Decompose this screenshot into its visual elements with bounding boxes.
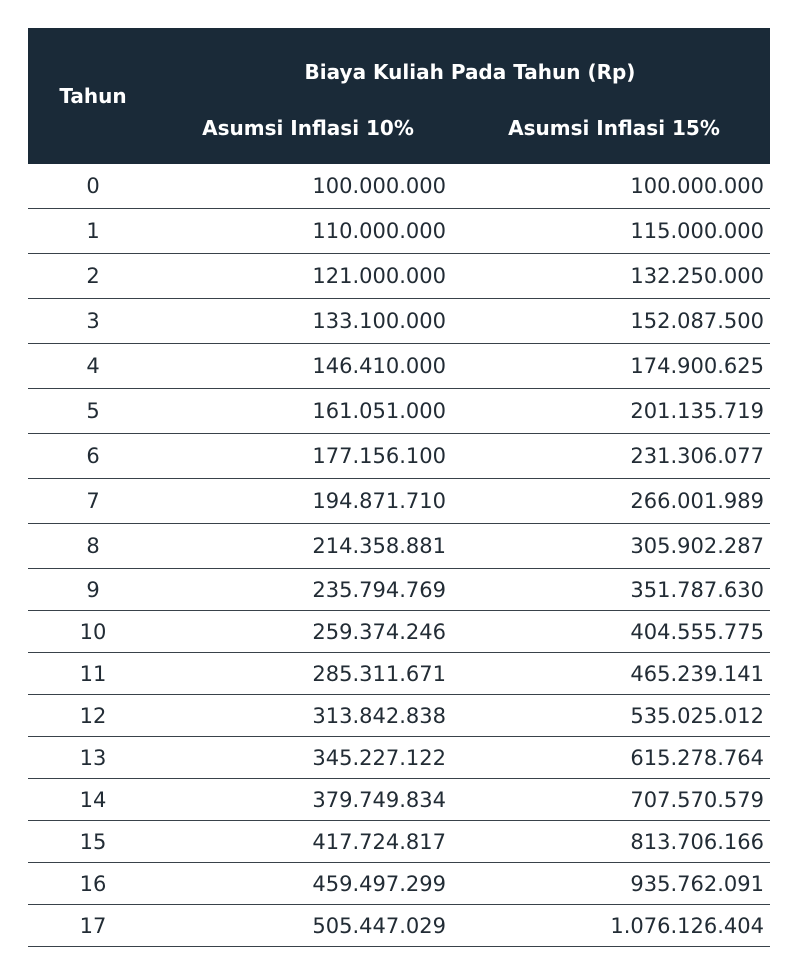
inflation-15-cell: 1.076.126.404 (458, 905, 770, 947)
year-cell: 14 (28, 779, 158, 821)
table-row (28, 479, 770, 524)
year-cell: 12 (28, 695, 158, 737)
inflation-10-cell: 379.749.834 (158, 779, 458, 821)
inflation-15-cell: 201.135.719 (458, 389, 770, 434)
inflation-15-cell: 404.555.775 (458, 611, 770, 653)
year-cell: 7 (28, 479, 158, 524)
table-row (28, 164, 770, 209)
table-row (28, 569, 770, 611)
inflation-15-cell: 174.900.625 (458, 344, 770, 389)
inflation-15-cell: 132.250.000 (458, 254, 770, 299)
inflation-10-cell: 505.447.029 (158, 905, 458, 947)
year-cell: 9 (28, 569, 158, 611)
inflation-15-cell: 351.787.630 (458, 569, 770, 611)
year-cell: 11 (28, 653, 158, 695)
inflation-10-cell: 146.410.000 (158, 344, 458, 389)
inflation-15-column-header: Asumsi Inflasi 15% (458, 116, 770, 164)
year-column-header: Tahun (28, 28, 158, 164)
year-cell: 17 (28, 905, 158, 947)
table-row (28, 695, 770, 737)
year-cell: 6 (28, 434, 158, 479)
table-row (28, 524, 770, 569)
table-row (28, 254, 770, 299)
inflation-10-cell: 417.724.817 (158, 821, 458, 863)
inflation-10-cell: 100.000.000 (158, 164, 458, 209)
inflation-15-cell: 707.570.579 (458, 779, 770, 821)
inflation-10-cell: 110.000.000 (158, 209, 458, 254)
inflation-15-cell: 305.902.287 (458, 524, 770, 569)
inflation-10-cell: 259.374.246 (158, 611, 458, 653)
inflation-10-cell: 161.051.000 (158, 389, 458, 434)
table-row (28, 209, 770, 254)
table-row (28, 905, 770, 947)
year-cell: 5 (28, 389, 158, 434)
inflation-15-cell: 615.278.764 (458, 737, 770, 779)
inflation-15-cell: 535.025.012 (458, 695, 770, 737)
table-row (28, 779, 770, 821)
inflation-10-cell: 194.871.710 (158, 479, 458, 524)
year-cell: 13 (28, 737, 158, 779)
cost-group-header: Biaya Kuliah Pada Tahun (Rp) (158, 28, 770, 116)
inflation-10-cell: 133.100.000 (158, 299, 458, 344)
inflation-15-cell: 935.762.091 (458, 863, 770, 905)
inflation-15-cell: 100.000.000 (458, 164, 770, 209)
year-cell: 10 (28, 611, 158, 653)
inflation-10-cell: 177.156.100 (158, 434, 458, 479)
year-cell: 16 (28, 863, 158, 905)
inflation-10-cell: 121.000.000 (158, 254, 458, 299)
inflation-15-cell: 115.000.000 (458, 209, 770, 254)
inflation-10-cell: 345.227.122 (158, 737, 458, 779)
inflation-15-cell: 813.706.166 (458, 821, 770, 863)
inflation-15-cell: 152.087.500 (458, 299, 770, 344)
inflation-15-cell: 465.239.141 (458, 653, 770, 695)
table-body (28, 164, 770, 947)
table-row (28, 611, 770, 653)
year-cell: 2 (28, 254, 158, 299)
table-row (28, 299, 770, 344)
year-cell: 1 (28, 209, 158, 254)
year-cell: 3 (28, 299, 158, 344)
inflation-10-cell: 285.311.671 (158, 653, 458, 695)
tuition-cost-table-container (28, 28, 770, 947)
inflation-10-cell: 214.358.881 (158, 524, 458, 569)
table-row (28, 434, 770, 479)
inflation-10-cell: 235.794.769 (158, 569, 458, 611)
year-cell: 15 (28, 821, 158, 863)
year-cell: 4 (28, 344, 158, 389)
inflation-15-cell: 231.306.077 (458, 434, 770, 479)
table-row (28, 821, 770, 863)
table-row (28, 389, 770, 434)
table-row (28, 653, 770, 695)
year-cell: 0 (28, 164, 158, 209)
inflation-15-cell: 266.001.989 (458, 479, 770, 524)
inflation-10-column-header: Asumsi Inflasi 10% (158, 116, 458, 164)
inflation-10-cell: 459.497.299 (158, 863, 458, 905)
year-cell: 8 (28, 524, 158, 569)
table-row (28, 344, 770, 389)
table-row (28, 737, 770, 779)
inflation-10-cell: 313.842.838 (158, 695, 458, 737)
table-header (28, 28, 770, 164)
tuition-cost-table (28, 28, 770, 947)
table-row (28, 863, 770, 905)
